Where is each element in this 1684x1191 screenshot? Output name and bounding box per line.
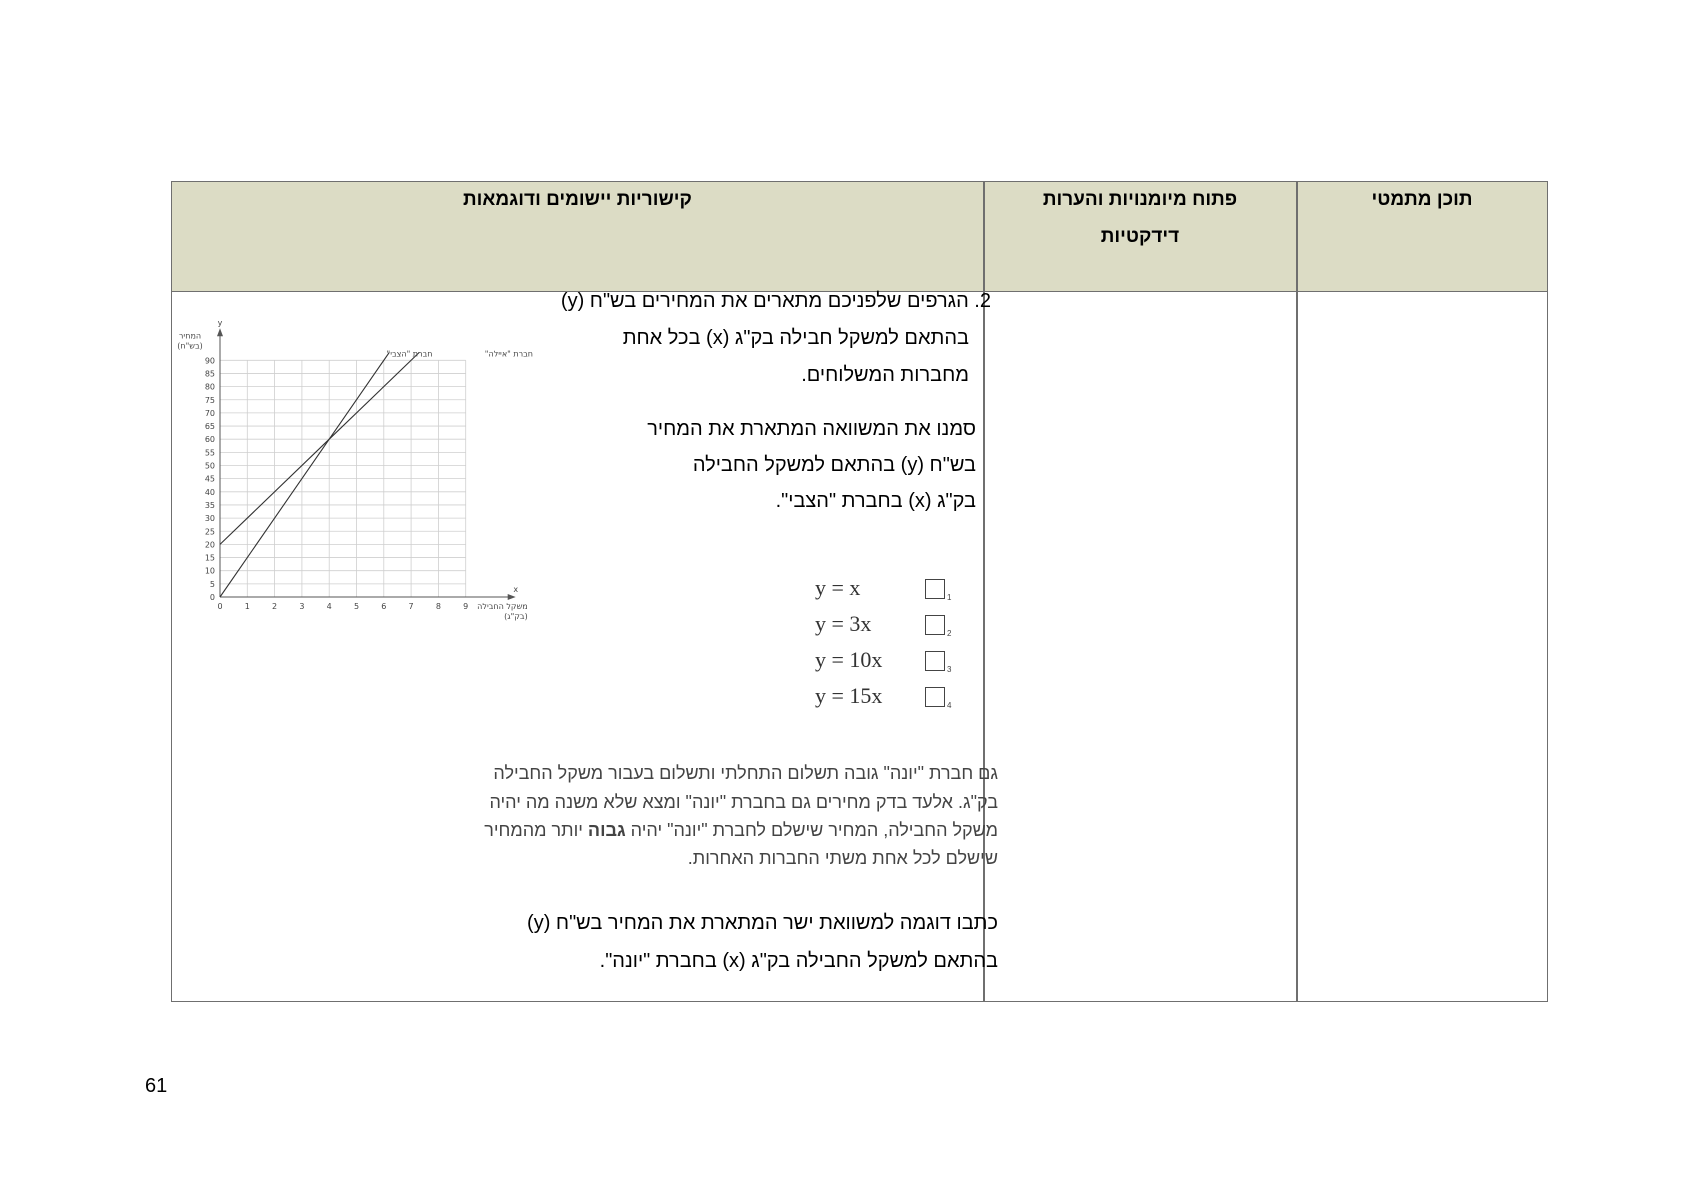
paragraph-line: בק"ג. אלעד בדק מחירים גם בחברת "יונה" ומצא שלא משנה מה יהיה bbox=[489, 792, 998, 812]
y-axis-arrow bbox=[217, 328, 223, 336]
x-axis-letter: x bbox=[513, 585, 519, 594]
y-axis-label: המחיר bbox=[178, 331, 202, 341]
y-tick-label: 90 bbox=[204, 356, 215, 366]
paragraph-line: גם חברת "יונה" גובה תשלום התחלתי ותשלום בעבור משקל החבילה bbox=[493, 763, 998, 783]
question-task-line: בש"ח (y) בהתאם למשקל החבילה bbox=[692, 454, 976, 476]
y-tick-label: 55 bbox=[204, 448, 215, 458]
question-intro-line: 2. הגרפים שלפניכם מתארים את המחירים בש"ח (y) bbox=[560, 290, 991, 312]
x-tick-label: 5 bbox=[353, 602, 360, 611]
x-tick-label: 8 bbox=[435, 602, 441, 611]
option-number: 2 bbox=[947, 629, 952, 638]
y-tick-label: 5 bbox=[209, 579, 215, 589]
column-divider bbox=[1296, 182, 1298, 1001]
y-tick-label: 30 bbox=[204, 514, 215, 524]
x-axis-label: משקל החבילה bbox=[477, 602, 528, 611]
question-task-line: בק"ג (x) בחברת "הצבי". bbox=[775, 490, 976, 512]
option-equation: y = 10x bbox=[815, 647, 883, 672]
y-tick-label: 60 bbox=[204, 435, 215, 445]
question-intro-line: בהתאם למשקל חבילה בק"ג (x) בכל אחת bbox=[622, 327, 969, 349]
x-tick-label: 6 bbox=[381, 602, 387, 611]
y-tick-label: 0 bbox=[209, 593, 215, 602]
y-axis-label: (בש"ח) bbox=[177, 341, 203, 351]
option-checkbox[interactable] bbox=[925, 579, 945, 599]
header-skills-line2: דידקטיות bbox=[1100, 226, 1180, 247]
option-checkbox[interactable] bbox=[925, 615, 945, 635]
option-checkbox[interactable] bbox=[925, 687, 945, 707]
question-write-line: כתבו דוגמה למשוואת ישר המתארת את המחיר בש"ח (y) bbox=[527, 912, 998, 934]
y-tick-label: 50 bbox=[204, 461, 215, 471]
y-tick-label: 10 bbox=[204, 566, 215, 576]
option-equation: y = 15x bbox=[815, 683, 883, 708]
x-tick-label: 1 bbox=[244, 602, 250, 611]
page-number: 61 bbox=[145, 1075, 168, 1097]
answer-option-3 bbox=[815, 647, 975, 677]
series-line-ayala bbox=[220, 352, 419, 544]
header-skills-line1: פתוח מיומנויות והערות bbox=[1042, 189, 1238, 210]
option-number: 4 bbox=[947, 701, 952, 710]
series-label-tzvi: חברת "הצבי" bbox=[386, 349, 433, 359]
question-task-line: סמנו את המשוואה המתארת את המחיר bbox=[647, 418, 976, 440]
x-axis-label: (בק"ג) bbox=[504, 612, 528, 621]
x-tick-label: 2 bbox=[272, 602, 278, 611]
header-applications: קישוריות יישומים ודוגמאות bbox=[463, 189, 692, 210]
series-line-tzvi bbox=[220, 352, 389, 597]
y-tick-label: 85 bbox=[204, 369, 215, 379]
y-tick-label: 80 bbox=[204, 382, 215, 392]
answer-option-1 bbox=[815, 575, 975, 605]
y-tick-label: 40 bbox=[204, 487, 215, 497]
option-number: 1 bbox=[947, 593, 952, 602]
paragraph-text: יותר מהמחיר bbox=[484, 820, 588, 840]
series-label-ayala: חברת "איילה" bbox=[484, 349, 534, 359]
y-tick-label: 15 bbox=[204, 553, 215, 563]
x-axis-arrow bbox=[508, 594, 516, 600]
paragraph-line bbox=[484, 820, 998, 841]
y-tick-label: 70 bbox=[204, 408, 215, 418]
y-tick-label: 25 bbox=[204, 527, 215, 537]
answer-option-4 bbox=[815, 683, 975, 713]
paragraph-text: משקל החבילה, המחיר שישלם לחברת "יונה" יהיה bbox=[625, 820, 998, 840]
x-tick-label: 4 bbox=[326, 602, 332, 611]
answer-option-2 bbox=[815, 611, 975, 641]
option-equation: y = x bbox=[815, 575, 861, 600]
question-write-line: בהתאם למשקל החבילה בק"ג (x) בחברת "יונה". bbox=[599, 950, 998, 972]
price-weight-chart bbox=[177, 318, 540, 657]
y-tick-label: 75 bbox=[204, 395, 215, 405]
option-number: 3 bbox=[947, 665, 952, 674]
x-tick-label: 9 bbox=[463, 602, 469, 611]
y-tick-label: 45 bbox=[204, 474, 215, 484]
x-tick-label: 0 bbox=[217, 602, 223, 611]
header-math-content: תוכן מתמטי bbox=[1371, 189, 1473, 210]
paragraph-emphasis: גבוה bbox=[587, 820, 626, 840]
y-tick-label: 20 bbox=[204, 540, 215, 550]
x-tick-label: 3 bbox=[299, 602, 305, 611]
y-tick-label: 65 bbox=[204, 422, 215, 432]
paragraph-line: שישלם לכל אחת משתי החברות האחרות. bbox=[687, 848, 998, 868]
option-equation: y = 3x bbox=[815, 611, 872, 636]
y-axis-letter: y bbox=[217, 318, 223, 328]
question-intro-line: מחברות המשלוחים. bbox=[801, 364, 969, 386]
curriculum-table bbox=[171, 181, 1548, 1002]
y-tick-label: 35 bbox=[204, 500, 215, 510]
x-tick-label: 7 bbox=[408, 602, 414, 611]
option-checkbox[interactable] bbox=[925, 651, 945, 671]
